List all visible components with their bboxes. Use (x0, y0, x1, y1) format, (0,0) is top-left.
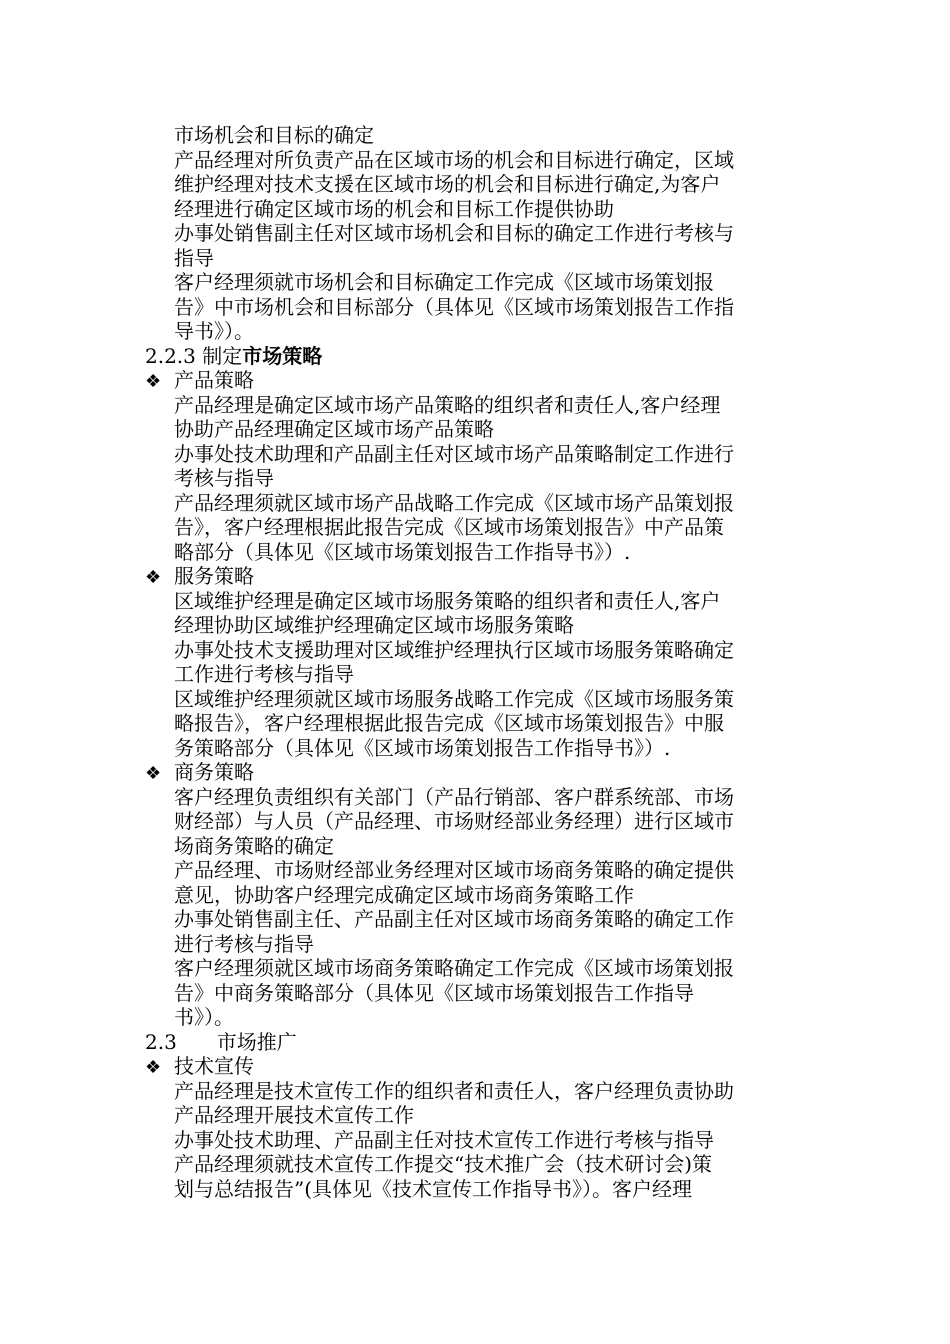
paragraph-line: 产品经理、市场财经部业务经理对区域市场商务策略的确定提供 (174, 858, 734, 882)
paragraph-line: 办事处销售副主任对区域市场机会和目标的确定工作进行考核与 (174, 221, 734, 245)
diamond-bullet-icon: ❖ (145, 1057, 162, 1078)
opportunity-section (0, 123, 950, 1201)
paragraph-line: 告》，客户经理根据此报告完成《区域市场策划报告》中产品策 (174, 515, 724, 539)
bullet-business-strategy (0, 760, 950, 785)
paragraph-line: 产品经理对所负责产品在区域市场的机会和目标进行确定，区域 (174, 147, 734, 172)
opportunity-title: 市场机会和目标的确定 (174, 123, 374, 147)
paragraph-line: 客户经理须就区域市场商务策略确定工作完成《区域市场策划报 (174, 956, 734, 980)
heading-number: 2.2.3 制定 (145, 343, 243, 368)
bullet-title: 产品策略 (174, 368, 254, 392)
paragraph-line: 考核与指导 (174, 466, 274, 490)
paragraph-line: 协助产品经理确定区域市场产品策略 (174, 417, 494, 441)
paragraph-line: 产品经理是技术宣传工作的组织者和责任人，客户经理负责协助 (174, 1078, 734, 1103)
bullet-title: 服务策略 (174, 564, 254, 588)
paragraph-line: 区域维护经理须就区域市场服务战略工作完成《区域市场服务策 (174, 686, 734, 711)
paragraph-line: 告》中商务策略部分（具体见《区域市场策划报告工作指导 (174, 980, 694, 1005)
paragraph-line: 略报告》，客户经理根据此报告完成《区域市场策划报告》中服 (174, 711, 724, 735)
paragraph-line: 办事处销售副主任、产品副主任对区域市场商务策略的确定工作 (174, 907, 734, 931)
paragraph-line: 经理协助区域维护经理确定区域市场服务策略 (174, 613, 574, 637)
bullet-title: 技术宣传 (174, 1054, 254, 1078)
paragraph-line: 场商务策略的确定 (174, 833, 334, 858)
paragraph-line: 导书》）。 (174, 319, 254, 343)
paragraph-line: 办事处技术支援助理对区域维护经理执行区域市场服务策略确定 (174, 637, 734, 662)
paragraph-line: 书》）。 (174, 1005, 234, 1029)
paragraph-line: 办事处技术助理、产品副主任对技术宣传工作进行考核与指导 (174, 1127, 714, 1152)
diamond-bullet-icon: ❖ (145, 567, 162, 588)
paragraph-line: 经理进行确定区域市场的机会和目标工作提供协助 (174, 196, 614, 221)
diamond-bullet-icon: ❖ (145, 371, 162, 392)
bullet-service-strategy (0, 564, 950, 589)
paragraph-line: 意见，协助客户经理完成确定区域市场商务策略工作 (174, 882, 634, 907)
paragraph-line: 办事处技术助理和产品副主任对区域市场产品策略制定工作进行 (174, 441, 734, 466)
diamond-bullet-icon: ❖ (145, 763, 162, 784)
paragraph-line: 告》中市场机会和目标部分（具体见《区域市场策划报告工作指 (174, 294, 734, 319)
paragraph-line: 区域维护经理是确定区域市场服务策略的组织者和责任人,客户 (174, 588, 721, 613)
paragraph-line: 务策略部分（具体见《区域市场策划报告工作指导书》）. (174, 735, 671, 760)
paragraph-line: 产品经理是确定区域市场产品策略的组织者和责任人,客户经理 (174, 392, 721, 417)
bullet-product-strategy (0, 368, 950, 393)
paragraph-line: 划与总结报告”(具体见《技术宣传工作指导书》）。客户经理 (174, 1176, 693, 1201)
bullet-title: 商务策略 (174, 760, 254, 784)
paragraph-line: 财经部）与人员（产品经理、市场财经部业务经理）进行区域市 (174, 809, 734, 833)
paragraph-line: 维护经理对技术支援在区域市场的机会和目标进行确定,为客户 (174, 172, 721, 196)
bullet-tech-promotion (0, 1054, 950, 1079)
paragraph-line: 进行考核与指导 (174, 931, 314, 956)
paragraph-line: 产品经理须就区域市场产品战略工作完成《区域市场产品策划报 (174, 490, 734, 515)
paragraph-line: 产品经理开展技术宣传工作 (174, 1103, 414, 1127)
paragraph-line: 工作进行考核与指导 (174, 662, 354, 686)
paragraph-line: 指导 (174, 245, 214, 270)
heading-bold-text: 市场策略 (242, 343, 323, 368)
paragraph-line: 产品经理须就技术宣传工作提交“技术推广会（技术研讨会)策 (174, 1152, 713, 1176)
paragraph-line: 略部分（具体见《区域市场策划报告工作指导书》）. (174, 539, 631, 564)
section-heading-2-2-3 (0, 344, 950, 369)
paragraph-line: 客户经理须就市场机会和目标确定工作完成《区域市场策划报 (174, 270, 714, 294)
section-heading-2-3: 2.3 市场推广 (145, 1029, 297, 1054)
paragraph-line: 客户经理负责组织有关部门（产品行销部、客户群系统部、市场 (174, 784, 734, 809)
